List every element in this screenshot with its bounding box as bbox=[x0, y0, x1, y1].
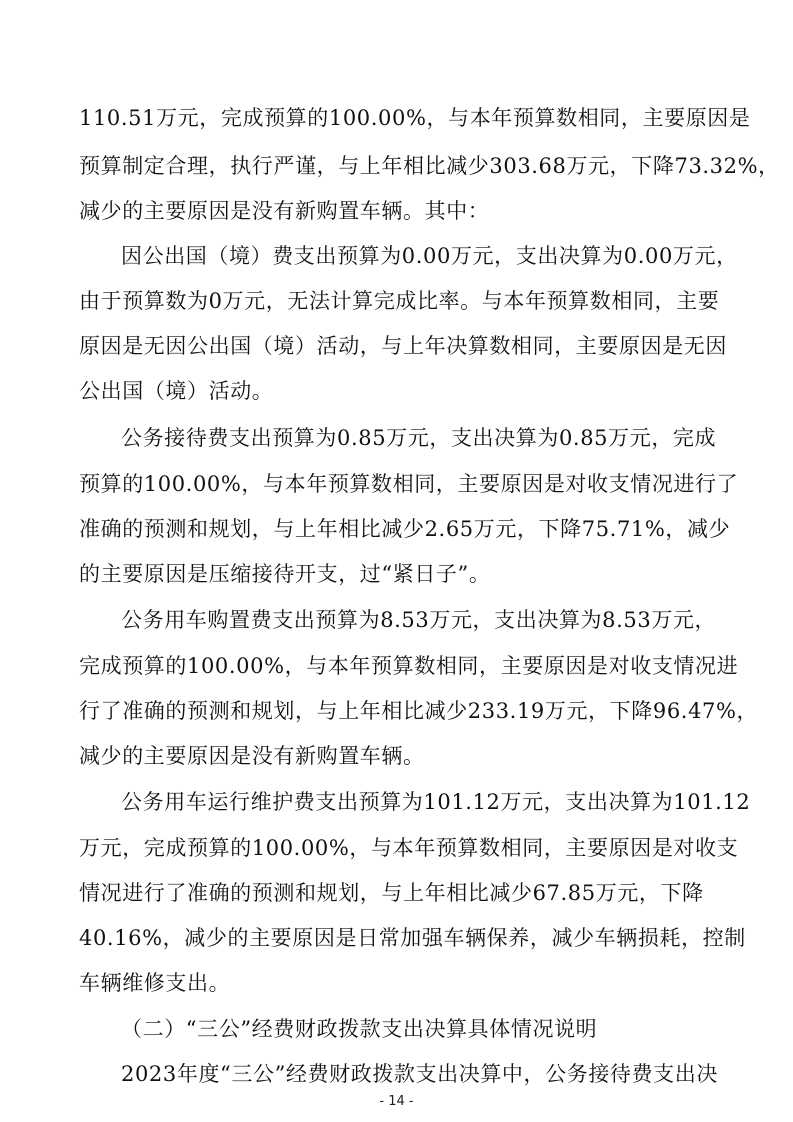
section-heading: （二）“三公”经费财政拨款支出决算具体情况说明 bbox=[121, 1017, 598, 1041]
paragraph-line: 预算的100.00%，与本年预算数相同，主要原因是对收支情况进行了 bbox=[79, 472, 739, 496]
page-number: - 14 - bbox=[379, 1094, 414, 1109]
paragraph-line: 准确的预测和规划，与上年相比减少2.65万元，下降75.71%，减少 bbox=[79, 517, 731, 541]
paragraph-line: 完成预算的100.00%，与本年预算数相同，主要原因是对收支情况进 bbox=[79, 654, 739, 678]
paragraph-line: 公务接待费支出预算为0.85万元，支出决算为0.85万元，完成 bbox=[121, 426, 717, 450]
paragraph-line: 预算制定合理，执行严谨，与上年相比减少303.68万元，下降73.32%， bbox=[79, 154, 780, 178]
paragraph-line: 万元，完成预算的100.00%，与本年预算数相同，主要原因是对收支 bbox=[79, 836, 739, 860]
paragraph-line: 2023年度“三公”经费财政拨款支出决算中，公务接待费支出决 bbox=[121, 1062, 718, 1086]
paragraph-line: 原因是无因公出国（境）活动，与上年决算数相同，主要原因是无因 bbox=[79, 334, 727, 358]
paragraph-line: 110.51万元，完成预算的100.00%，与本年预算数相同，主要原因是 bbox=[79, 106, 751, 130]
paragraph-line: 40.16%，减少的主要原因是日常加强车辆保养，减少车辆损耗，控制 bbox=[79, 926, 746, 950]
paragraph-line: 的主要原因是压缩接待开支，过“紧日子”。 bbox=[79, 562, 491, 586]
paragraph-line: 车辆维修支出。 bbox=[79, 971, 231, 995]
paragraph-line: 行了准确的预测和规划，与上年相比减少233.19万元，下降96.47%， bbox=[79, 699, 759, 723]
paragraph-line: 公务用车运行维护费支出预算为101.12万元，支出决算为101.12 bbox=[121, 790, 751, 814]
paragraph-line: 公务用车购置费支出预算为8.53万元，支出决算为8.53万元， bbox=[121, 608, 717, 632]
paragraph-line: 公出国（境）活动。 bbox=[79, 379, 274, 403]
paragraph-line: 减少的主要原因是没有新购置车辆。其中： bbox=[79, 199, 490, 223]
paragraph-line: 情况进行了准确的预测和规划，与上年相比减少67.85万元，下降 bbox=[79, 881, 704, 905]
paragraph-line: 由于预算数为0万元，无法计算完成比率。与本年预算数相同，主要 bbox=[79, 289, 720, 313]
paragraph-line: 因公出国（境）费支出预算为0.00万元，支出决算为0.00万元， bbox=[121, 244, 738, 268]
paragraph-line: 减少的主要原因是没有新购置车辆。 bbox=[79, 744, 425, 768]
